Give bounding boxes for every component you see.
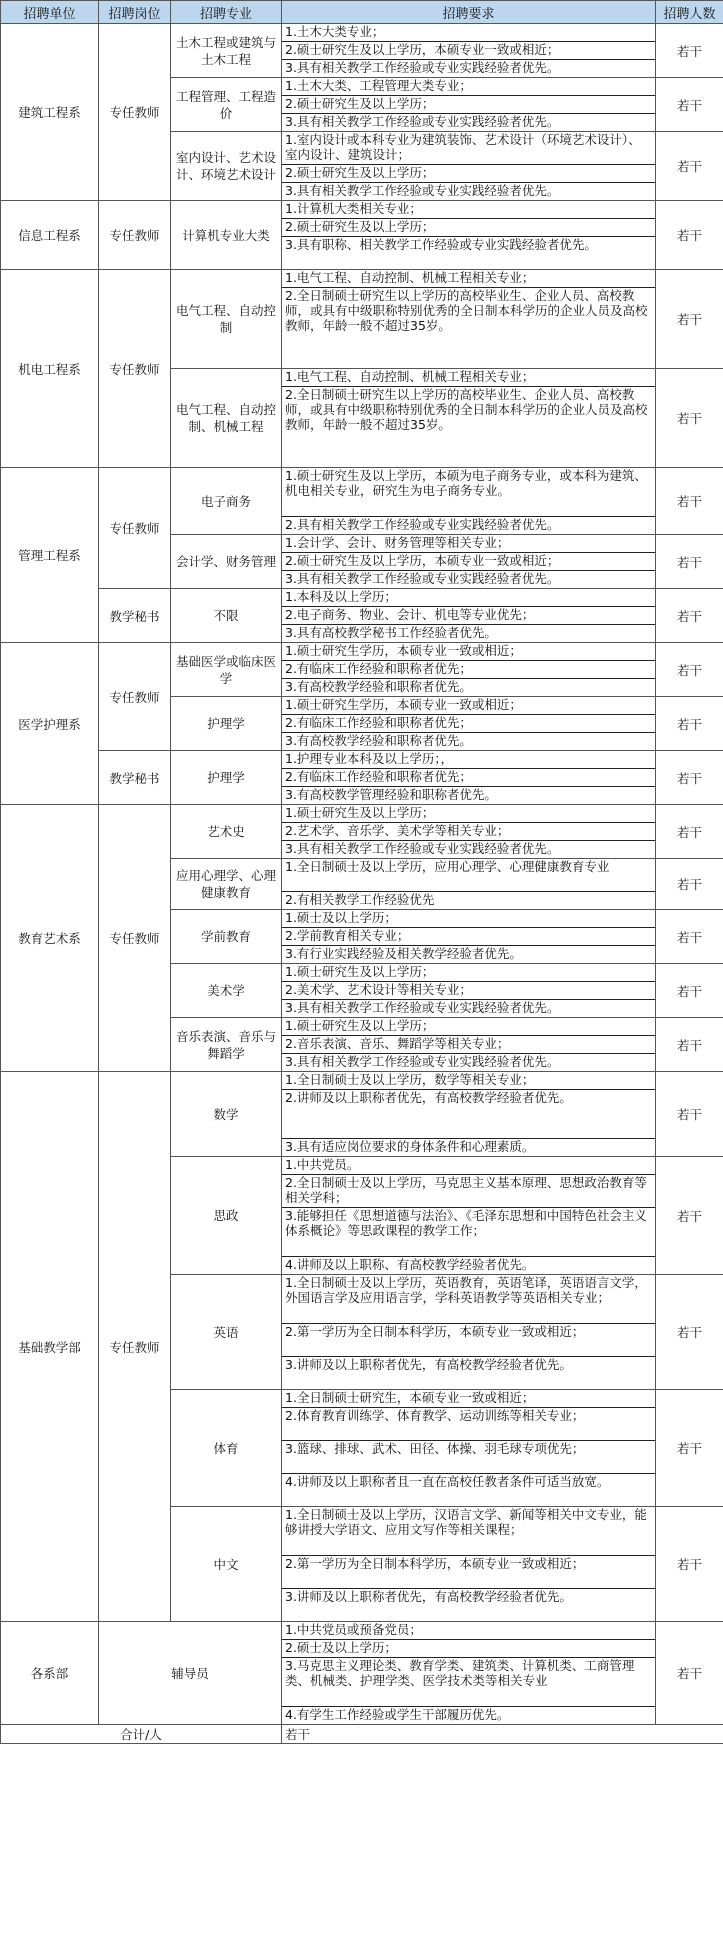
major-cell: 体育 <box>171 1390 282 1507</box>
requirement-line: 3.具有相关教学工作经验或专业实践经验者优先。 <box>282 182 655 200</box>
count-cell: 若干 <box>656 24 723 78</box>
requirement-line: 2.硕士研究生及以上学历； <box>282 164 655 182</box>
requirement-line: 3.讲师及以上职称者优先，有高校教学经验者优先。 <box>282 1588 655 1621</box>
total-row <box>1 1725 723 1744</box>
requirement-line: 1.全日制硕士及以上学历，应用心理学、心理健康教育专业 <box>285 859 610 874</box>
requirement-line: 1.护理专业本科及以上学历；， <box>285 751 454 766</box>
table-row <box>1 643 723 697</box>
requirements-cell <box>282 1072 656 1157</box>
post-cell: 专任教师 <box>99 270 171 468</box>
requirement-line: 3.具有相关教学工作经验或专业实践经验者优先。 <box>282 113 655 131</box>
requirement-line: 3.具有相关教学工作经验或专业实践经验者优先。 <box>282 1053 655 1071</box>
table-row <box>1 468 723 535</box>
count-cell: 若干 <box>656 1275 723 1390</box>
requirement-line: 2.讲师及以上职称者优先，有高校教学经验者优先。 <box>282 1089 655 1138</box>
requirement-line: 1.会计学、会计、财务管理等相关专业； <box>285 535 510 550</box>
requirements-cell <box>282 1275 656 1390</box>
count-cell: 若干 <box>656 805 723 859</box>
requirement-line: 3.具有高校教学秘书工作经验者优先。 <box>282 624 655 642</box>
major-cell: 土木工程或建筑与土木工程 <box>171 24 282 78</box>
requirement-line: 2.艺术学、音乐学、美术学等相关专业； <box>282 822 655 840</box>
requirement-line: 1.室内设计或本科专业为建筑装饰、艺术设计（环境艺术设计）、室内设计、建筑设计； <box>285 132 641 162</box>
requirement-line: 2.第一学历为全日制本科学历，本硕专业一致或相近； <box>282 1555 655 1588</box>
requirement-line: 1.电气工程、自动控制、机械工程相关专业； <box>285 369 535 384</box>
requirement-line: 1.全日制硕士研究生，本硕专业一致或相近； <box>285 1390 535 1405</box>
post-cell: 专任教师 <box>99 805 171 1072</box>
post-cell: 专任教师 <box>99 24 171 201</box>
requirement-line: 3.具有相关教学工作经验或专业实践经验者优先。 <box>282 570 655 588</box>
requirement-line: 1.全日制硕士及以上学历，汉语言文学、新闻等相关中文专业，能够讲授大学语文、应用文写作等相关课程； <box>285 1507 647 1537</box>
major-cell: 计算机专业大类 <box>171 201 282 270</box>
major-cell: 艺术史 <box>171 805 282 859</box>
requirement-line: 3.具有相关教学工作经验或专业实践经验者优先。 <box>282 999 655 1017</box>
header-row <box>1 1 723 24</box>
requirements-cell <box>282 964 656 1018</box>
requirement-line: 2.硕士研究生及以上学历； <box>282 95 655 113</box>
requirement-line: 1.硕士研究生及以上学历； <box>285 964 435 979</box>
requirement-line: 3.有高校教学管理经验和职称者优先。 <box>282 786 655 804</box>
major-cell: 电子商务 <box>171 468 282 535</box>
unit-cell: 信息工程系 <box>1 201 99 270</box>
requirements-cell <box>282 805 656 859</box>
requirement-line: 3.有行业实践经验及相关教学经验者优先。 <box>282 945 655 963</box>
requirements-cell <box>282 1507 656 1622</box>
total-label: 合计/人 <box>1 1725 282 1744</box>
requirement-line: 1.电气工程、自动控制、机械工程相关专业； <box>285 270 535 285</box>
requirement-line: 1.土木大类专业； <box>285 24 385 39</box>
header-unit: 招聘单位 <box>1 1 99 24</box>
requirement-line: 2.全日制硕士研究生以上学历的高校毕业生、企业人员、高校教师，或具有中级职称特别优秀的全日制本科学历的企业人员及高校教师，年龄一般不超过35岁。 <box>282 386 655 467</box>
requirements-cell <box>282 24 656 78</box>
count-cell: 若干 <box>656 589 723 643</box>
requirement-line: 2.全日制硕士研究生以上学历的高校毕业生、企业人员、高校教师，或具有中级职称特别优秀的全日制本科学历的企业人员及高校教师，年龄一般不超过35岁。 <box>282 287 655 368</box>
requirement-line: 1.全日制硕士及以上学历，数学等相关专业； <box>285 1072 535 1087</box>
table-row <box>1 24 723 78</box>
post-cell: 专任教师 <box>99 201 171 270</box>
major-cell: 护理学 <box>171 751 282 805</box>
requirements-cell <box>282 1390 656 1507</box>
count-cell: 若干 <box>656 1018 723 1072</box>
count-cell: 若干 <box>656 910 723 964</box>
major-cell: 会计学、财务管理 <box>171 535 282 589</box>
requirement-line: 2.有临床工作经验和职称者优先； <box>282 714 655 732</box>
requirement-line: 3.讲师及以上职称者优先，有高校教学经验者优先。 <box>282 1356 655 1389</box>
major-cell: 音乐表演、音乐与舞蹈学 <box>171 1018 282 1072</box>
count-cell: 若干 <box>656 1157 723 1275</box>
unit-cell: 管理工程系 <box>1 468 99 643</box>
unit-cell: 建筑工程系 <box>1 24 99 201</box>
table-row <box>1 1072 723 1157</box>
post-cell: 专任教师 <box>99 468 171 589</box>
requirement-line: 3.具有相关教学工作经验或专业实践经验者优先。 <box>282 59 655 77</box>
count-cell: 若干 <box>656 697 723 751</box>
count-cell: 若干 <box>656 751 723 805</box>
major-cell: 美术学 <box>171 964 282 1018</box>
requirement-line: 2.全日制硕士及以上学历，马克思主义基本原理、思想政治教育等相关学科； <box>282 1174 655 1207</box>
unit-cell: 教育艺术系 <box>1 805 99 1072</box>
post-cell: 教学秘书 <box>99 751 171 805</box>
count-cell: 若干 <box>656 270 723 369</box>
requirement-line: 2.第一学历为全日制本科学历，本硕专业一致或相近； <box>282 1323 655 1356</box>
requirement-line: 2.有临床工作经验和职称者优先； <box>282 768 655 786</box>
count-cell: 若干 <box>656 468 723 535</box>
requirements-cell <box>282 201 656 270</box>
requirement-line: 1.土木大类、工程管理大类专业； <box>285 78 472 93</box>
requirements-cell <box>282 535 656 589</box>
post-cell: 辅导员 <box>99 1622 282 1725</box>
requirement-line: 1.中共党员或预备党员； <box>285 1622 422 1637</box>
requirements-cell <box>282 468 656 535</box>
requirements-cell <box>282 1018 656 1072</box>
post-cell: 教学秘书 <box>99 589 171 643</box>
requirements-cell <box>282 643 656 697</box>
requirement-line: 4.讲师及以上职称者且一直在高校任教者条件可适当放宽。 <box>282 1473 655 1506</box>
major-cell: 思政 <box>171 1157 282 1275</box>
count-cell: 若干 <box>656 964 723 1018</box>
requirement-line: 1.硕士及以上学历； <box>285 910 397 925</box>
total-value: 若干 <box>282 1725 723 1744</box>
header-count: 招聘人数 <box>656 1 723 24</box>
requirements-cell <box>282 78 656 132</box>
requirement-line: 2.硕士研究生及以上学历，本硕专业一致或相近； <box>282 41 655 59</box>
requirement-line: 2.体育教育训练学、体育教学、运动训练等相关专业； <box>282 1407 655 1440</box>
requirement-line: 2.电子商务、物业、会计、机电等专业优先； <box>282 606 655 624</box>
count-cell: 若干 <box>656 132 723 201</box>
requirement-line: 3.具有相关教学工作经验或专业实践经验者优先。 <box>282 840 655 858</box>
major-cell: 护理学 <box>171 697 282 751</box>
table-row <box>1 1622 723 1725</box>
major-cell: 室内设计、艺术设计、环境艺术设计 <box>171 132 282 201</box>
requirement-line: 4.讲师及以上职称、有高校教学经验者优先。 <box>282 1256 655 1274</box>
requirement-line: 2.美术学、艺术设计等相关专业； <box>282 981 655 999</box>
table-row <box>1 589 723 643</box>
unit-cell: 基础教学部 <box>1 1072 99 1622</box>
header-major: 招聘专业 <box>171 1 282 24</box>
table-row <box>1 270 723 369</box>
requirement-line: 3.具有职称、相关教学工作经验或专业实践经验者优先。 <box>282 236 655 269</box>
requirement-line: 2.音乐表演、音乐、舞蹈学等相关专业； <box>282 1035 655 1053</box>
requirement-line: 3.具有适应岗位要求的身体条件和心理素质。 <box>282 1138 655 1156</box>
count-cell: 若干 <box>656 1622 723 1725</box>
major-cell: 英语 <box>171 1275 282 1390</box>
table-row <box>1 201 723 270</box>
requirements-cell <box>282 369 656 468</box>
requirement-line: 1.硕士研究生学历，本硕专业一致或相近； <box>285 697 522 712</box>
requirements-cell <box>282 270 656 369</box>
requirement-line: 2.硕士及以上学历； <box>282 1639 655 1657</box>
requirement-line: 2.有临床工作经验和职称者优先； <box>282 660 655 678</box>
post-cell: 专任教师 <box>99 1072 171 1622</box>
requirement-line: 1.本科及以上学历； <box>285 589 397 604</box>
count-cell: 若干 <box>656 859 723 910</box>
count-cell: 若干 <box>656 201 723 270</box>
count-cell: 若干 <box>656 78 723 132</box>
count-cell: 若干 <box>656 369 723 468</box>
major-cell: 中文 <box>171 1507 282 1622</box>
requirements-cell <box>282 589 656 643</box>
requirements-cell <box>282 910 656 964</box>
requirement-line: 3.马克思主义理论类、教育学类、建筑类、计算机类、工商管理类、机械类、护理学类、医学技术类等相关专业 <box>282 1657 655 1706</box>
requirement-line: 3.有高校教学经验和职称者优先。 <box>282 732 655 750</box>
requirement-line: 3.能够担任《思想道德与法治》、《毛泽东思想和中国特色社会主义体系概论》等思政课程的教学工作； <box>282 1207 655 1256</box>
major-cell: 电气工程、自动控制、机械工程 <box>171 369 282 468</box>
count-cell: 若干 <box>656 1072 723 1157</box>
major-cell: 工程管理、工程造价 <box>171 78 282 132</box>
requirements-cell <box>282 697 656 751</box>
requirement-line: 1.中共党员。 <box>285 1157 360 1172</box>
requirement-line: 2.硕士研究生及以上学历，本硕专业一致或相近； <box>282 552 655 570</box>
header-requirements: 招聘要求 <box>282 1 656 24</box>
requirement-line: 1.硕士研究生及以上学历； <box>285 805 435 820</box>
header-post: 招聘岗位 <box>99 1 171 24</box>
post-cell: 专任教师 <box>99 643 171 751</box>
requirement-line: 3.篮球、排球、武术、田径、体操、羽毛球专项优先； <box>282 1440 655 1473</box>
requirements-cell <box>282 1622 656 1725</box>
table-row <box>1 805 723 859</box>
major-cell: 不限 <box>171 589 282 643</box>
count-cell: 若干 <box>656 643 723 697</box>
major-cell: 应用心理学、心理健康教育 <box>171 859 282 910</box>
major-cell: 电气工程、自动控制 <box>171 270 282 369</box>
requirement-line: 1.全日制硕士及以上学历，英语教育，英语笔译，英语语言文学，外国语言学及应用语言学，学科英语教学等英语相关专业； <box>285 1275 647 1305</box>
count-cell: 若干 <box>656 1390 723 1507</box>
requirement-line: 2.有相关教学工作经验优先 <box>282 891 655 909</box>
major-cell: 数学 <box>171 1072 282 1157</box>
requirements-cell <box>282 132 656 201</box>
table-row <box>1 751 723 805</box>
count-cell: 若干 <box>656 1507 723 1622</box>
requirement-line: 4.有学生工作经验或学生干部履历优先。 <box>282 1706 655 1724</box>
requirements-cell <box>282 751 656 805</box>
unit-cell: 各系部 <box>1 1622 99 1725</box>
requirement-line: 3.有高校教学经验和职称者优先。 <box>282 678 655 696</box>
requirement-line: 1.计算机大类相关专业； <box>285 201 422 216</box>
major-cell: 基础医学或临床医学 <box>171 643 282 697</box>
requirement-line: 1.硕士研究生学历，本硕专业一致或相近； <box>285 643 522 658</box>
requirements-cell <box>282 1157 656 1275</box>
requirement-line: 2.硕士研究生及以上学历； <box>282 218 655 236</box>
requirement-line: 2.学前教育相关专业； <box>282 927 655 945</box>
requirements-cell <box>282 859 656 910</box>
unit-cell: 医学护理系 <box>1 643 99 805</box>
count-cell: 若干 <box>656 535 723 589</box>
requirement-line: 1.硕士研究生及以上学历； <box>285 1018 435 1033</box>
unit-cell: 机电工程系 <box>1 270 99 468</box>
requirement-line: 2.具有相关教学工作经验或专业实践经验者优先。 <box>282 516 655 534</box>
major-cell: 学前教育 <box>171 910 282 964</box>
requirement-line: 1.硕士研究生及以上学历，本硕为电子商务专业，或本科为建筑、机电相关专业，研究生为电子商务专业。 <box>285 468 647 498</box>
